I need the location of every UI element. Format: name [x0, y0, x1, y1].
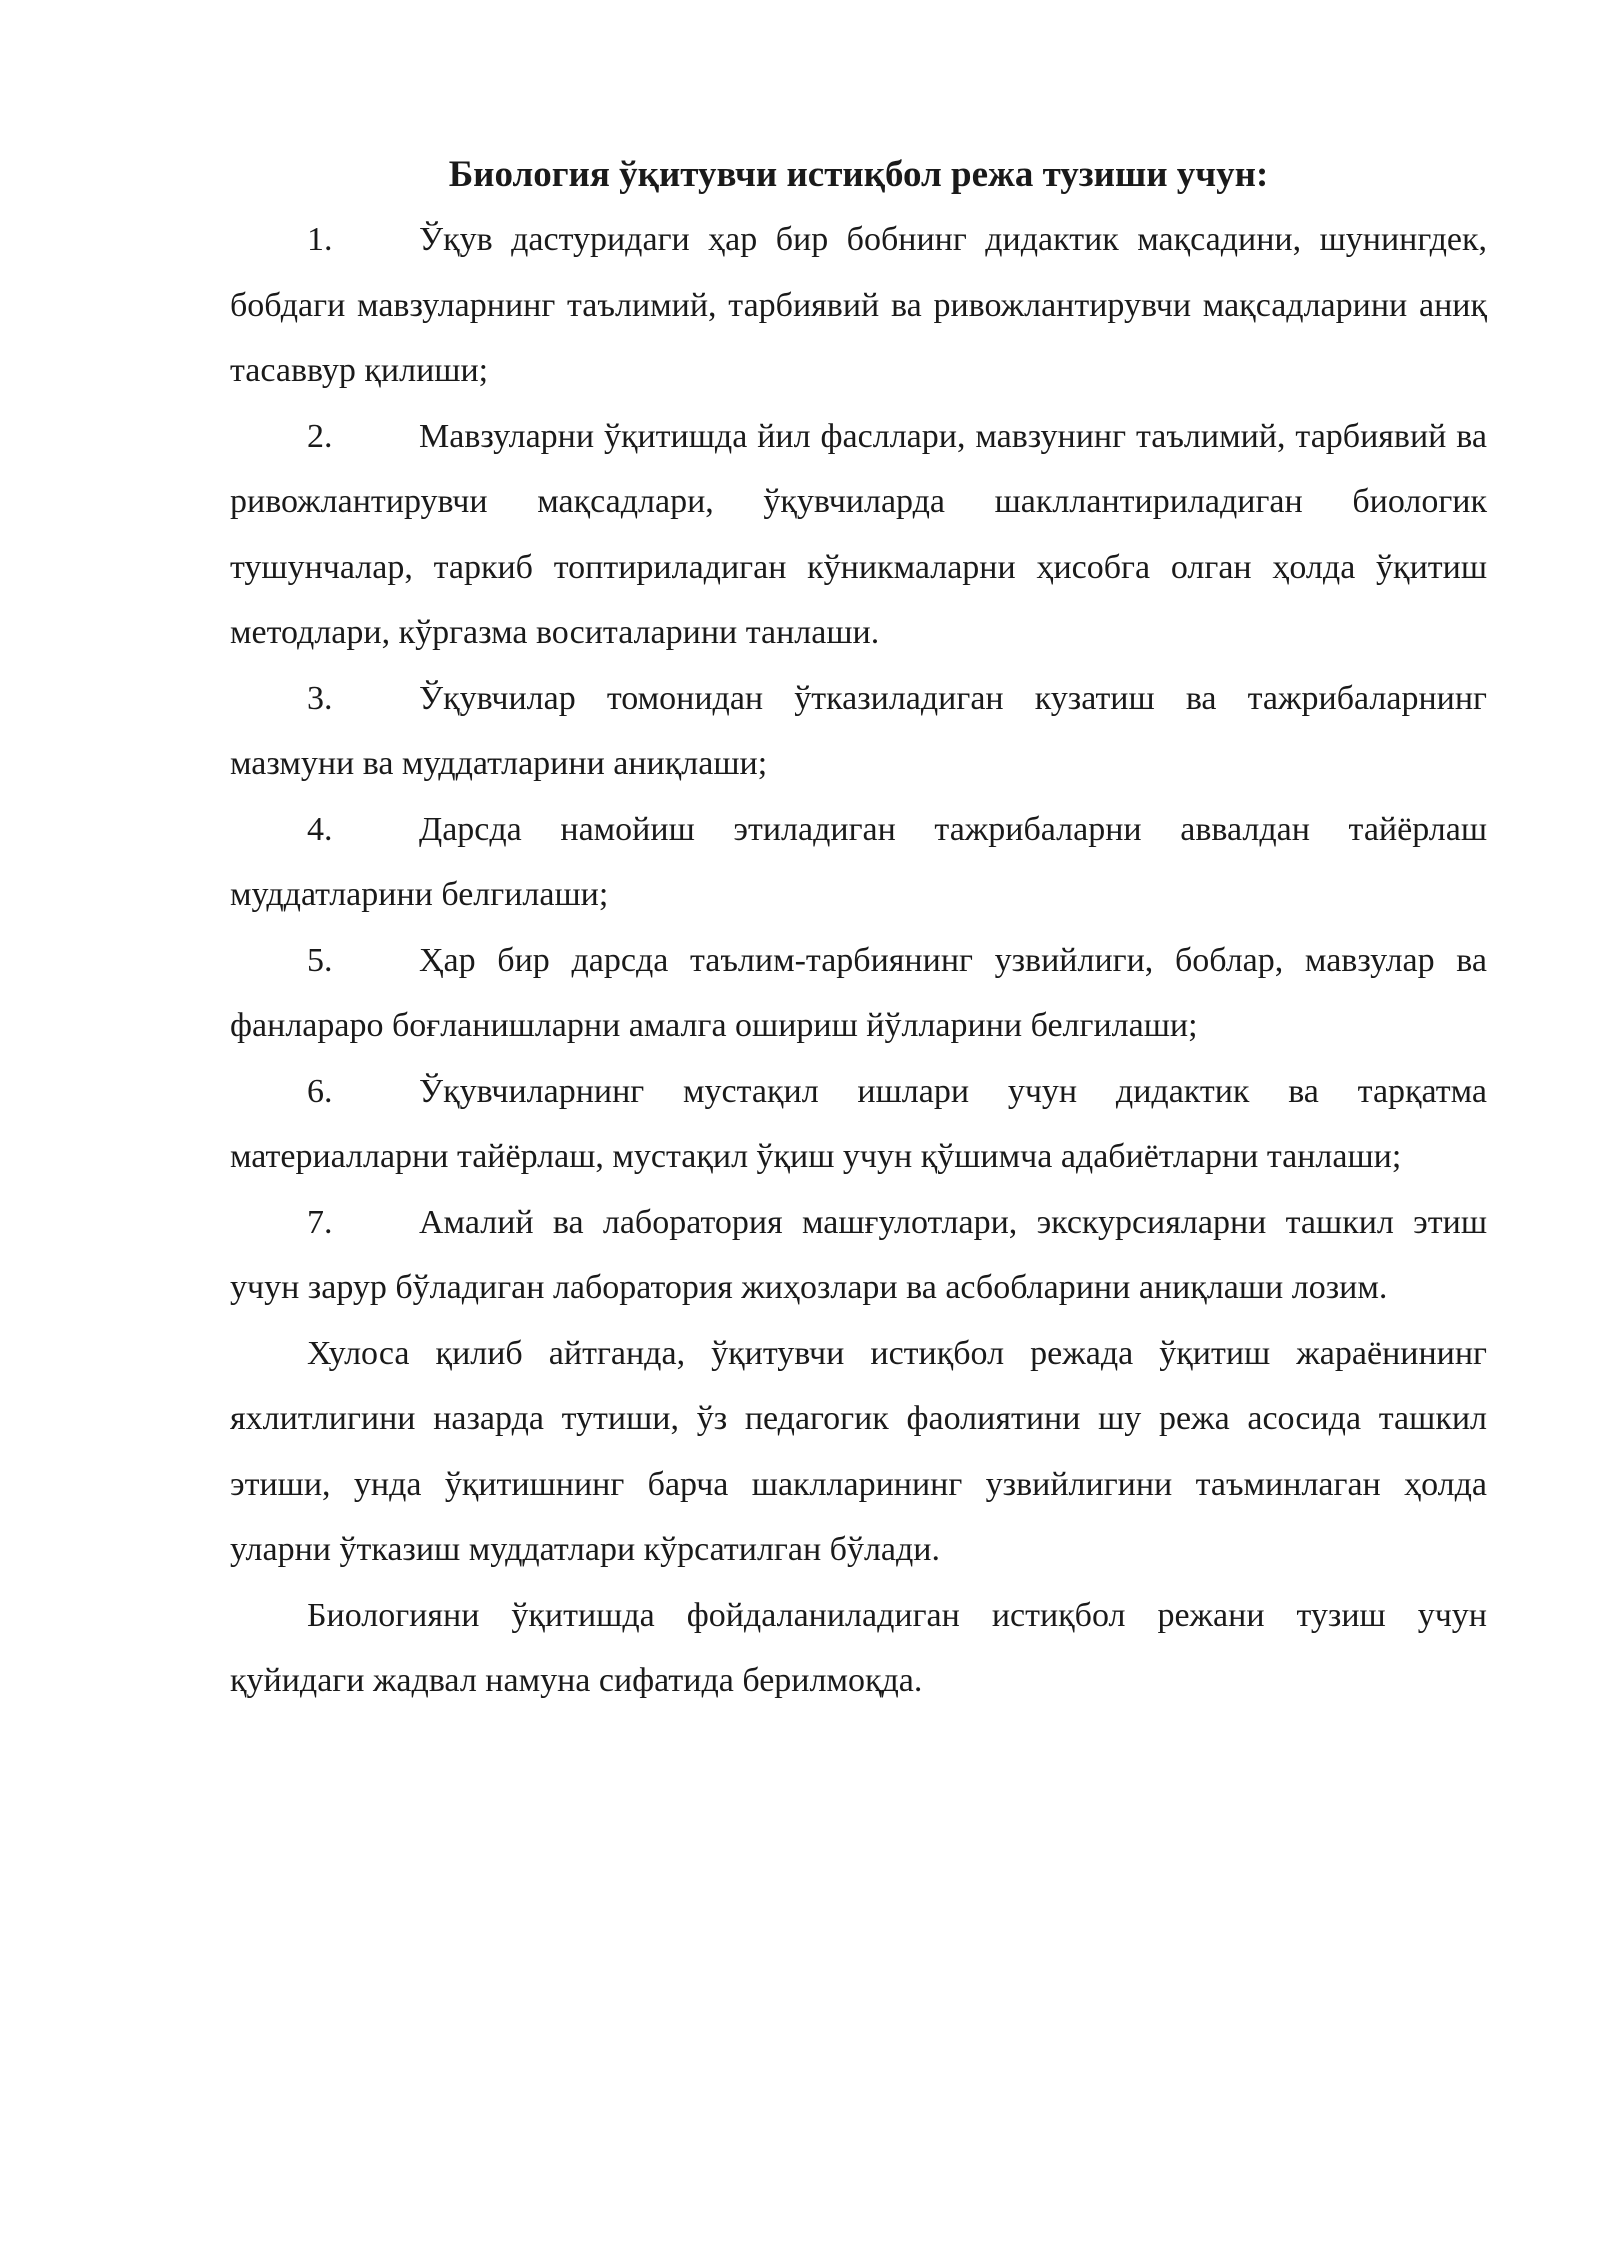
list-item-number: 3. [307, 679, 333, 717]
list-item-text: Амалий ва лаборатория машғулотлари, экскурсияларни ташкил этиш учун зарур бўладиган лаборатория жиҳозлари ва асбобларини аниқлаши лозим. [230, 1203, 1487, 1306]
list-item-number: 2. [307, 417, 333, 455]
table-intro-paragraph: Биологияни ўқитишда фойдаланиладиган истиқбол режани тузиш учун қуйидаги жадвал намуна сифатида берилмоқда. [230, 1596, 1487, 1699]
list-item-text: Ўқувчилар томонидан ўтказиладиган кузатиш ва тажрибаларнинг мазмуни ва муддатларини аниқлаши; [230, 679, 1487, 782]
list-item [230, 666, 1487, 797]
list-item [230, 928, 1487, 1059]
list-item-number: 6. [307, 1072, 333, 1110]
list-item [230, 207, 1487, 404]
list-item-text: Ўқувчиларнинг мустақил ишлари учун дидактик ва тарқатма материалларни тайёрлаш, мустақил ўқиш учун қўшимча адабиётларни танлаши; [230, 1072, 1487, 1175]
list-item-number: 5. [307, 941, 333, 979]
list-item-number: 4. [307, 810, 333, 848]
list-item-text: Мавзуларни ўқитишда йил фасллари, мавзунинг таълимий, тарбиявий ва ривожлантирувчи мақсадлари, ўқувчиларда шакллантириладиган биологик тушунчалар, таркиб топтириладиган кўникмаларни ҳисобга олган ҳолда ўқитиш методлари, кўргазма воситаларини танлаши. [230, 417, 1487, 651]
list-item [230, 797, 1487, 928]
list-item [230, 404, 1487, 666]
document-body [230, 142, 1487, 1714]
list-item-number: 1. [307, 221, 333, 258]
document-title: Биология ўқитувчи истиқбол режа тузиши учун: [448, 154, 1269, 195]
list-item-number: 7. [307, 1203, 333, 1241]
conclusion-paragraph: Хулоса қилиб айтганда, ўқитувчи истиқбол режада ўқитиш жараёнининг яхлитлигини назарда тутиши, ўз педагогик фаолиятини шу режа асосида ташкил этиши, унда ўқитишнинг барча шаклларининг узвийлигини таъминлаган ҳолда уларни ўтказиш муддатлари кўрсатилган бўлади. [230, 1334, 1487, 1568]
list-item [230, 1059, 1487, 1190]
list-item-text: Ҳар бир дарсда таълим-тарбиянинг узвийлиги, боблар, мавзулар ва фанлараро боғланишларни амалга ошириш йўлларини белгилаши; [230, 941, 1487, 1044]
list-item-text: Дарсда намойиш этиладиган тажрибаларни аввалдан тайёрлаш муддатларини белгилаши; [230, 810, 1487, 913]
list-item-text: Ўқув дастуридаги ҳар бир бобнинг дидактик мақсадини, шунингдек, бобдаги мавзуларнинг таълимий, тарбиявий ва ривожлантирувчи мақсадларини аниқ тасаввур қилиши; [230, 221, 1487, 389]
list-item [230, 1190, 1487, 1321]
